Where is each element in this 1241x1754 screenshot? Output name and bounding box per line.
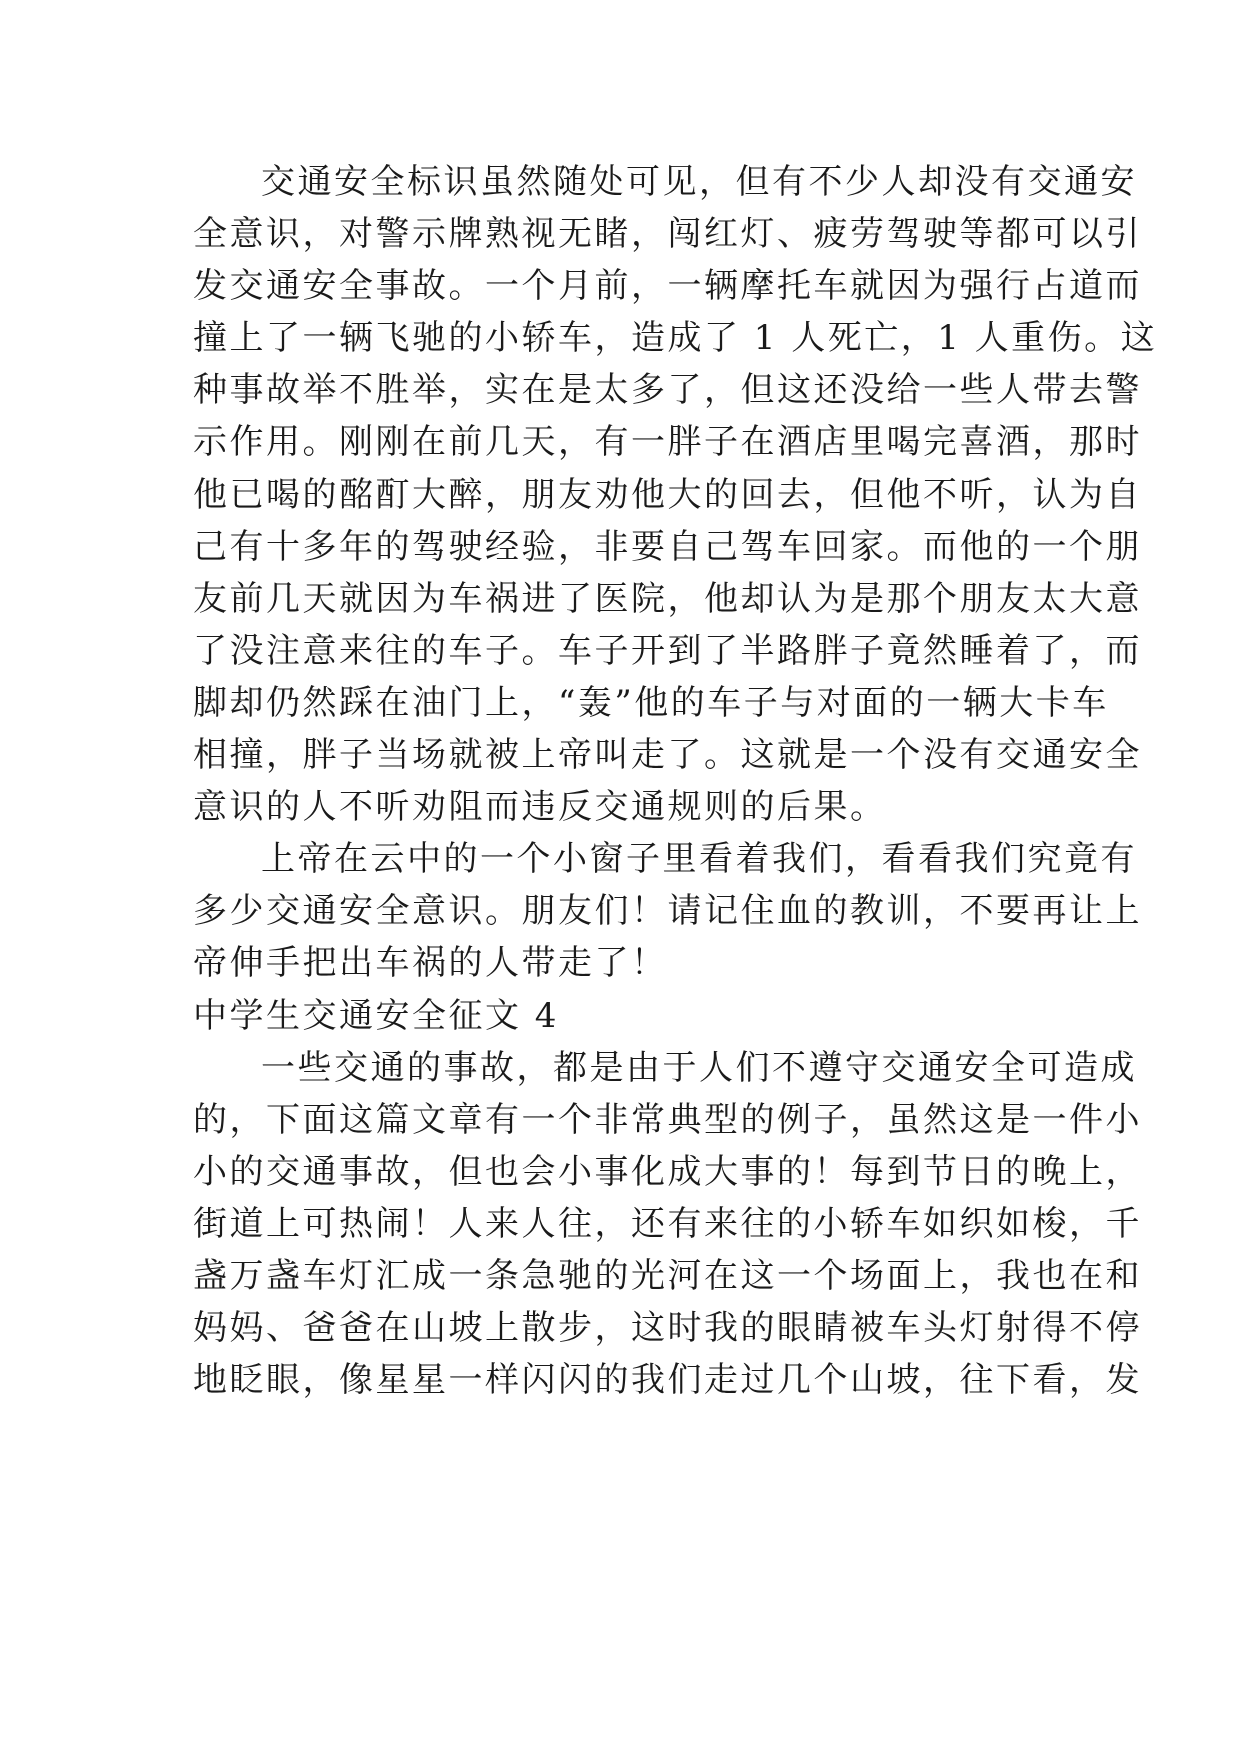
text-line: 了没注意来往的车子。车子开到了半路胖子竟然睡着了，而 (193, 630, 1142, 671)
text-line: 脚却仍然踩在油门上，“轰”他的车子与对面的一辆大卡车 (193, 682, 1109, 723)
text-line: 街道上可热闹！人来人往，还有来往的小轿车如织如梭，千 (193, 1203, 1142, 1244)
text-line: 小的交通事故，但也会小事化成大事的！每到节日的晚上， (193, 1151, 1142, 1192)
text-line: 相撞，胖子当场就被上帝叫走了。这就是一个没有交通安全 (193, 735, 1142, 776)
text-line: 盏万盏车灯汇成一条急驰的光河在这一个场面上，我也在和 (193, 1255, 1142, 1296)
text-line: 己有十多年的驾驶经验，非要自己驾车回家。而他的一个朋 (193, 526, 1142, 567)
text-line: 他已喝的酩酊大醉，朋友劝他大的回去，但他不听，认为自 (193, 474, 1142, 515)
section-heading: 中学生交通安全征文 4 (193, 995, 559, 1036)
text-line: 交通安全标识虽然随处可见，但有不少人却没有交通安 (261, 162, 1137, 202)
text-line: 示作用。刚刚在前几天，有一胖子在酒店里喝完喜酒，那时 (193, 422, 1142, 463)
text-line: 意识的人不听劝阻而违反交通规则的后果。 (193, 787, 887, 828)
text-line: 上帝在云中的一个小窗子里看着我们，看看我们究竟有 (261, 839, 1137, 880)
text-line: 多少交通安全意识。朋友们！请记住血的教训，不要再让上 (193, 891, 1142, 932)
text-line: 的，下面这篇文章有一个非常典型的例子，虽然这是一件小 (193, 1099, 1142, 1140)
text-line: 一些交通的事故，都是由于人们不遵守交通安全可造成 (261, 1047, 1137, 1088)
paragraph-3 (193, 1042, 1142, 1407)
text-line: 妈妈、爸爸在山坡上散步，这时我的眼睛被车头灯射得不停 (193, 1308, 1142, 1349)
text-line: 地眨眼，像星星一样闪闪的我们走过几个山坡，往下看，发 (193, 1360, 1142, 1401)
paragraph-1 (193, 156, 1158, 833)
text-line: 种事故举不胜举，实在是太多了，但这还没给一些人带去警 (193, 370, 1142, 411)
document-body (193, 156, 1158, 1406)
text-line: 友前几天就因为车祸进了医院，他却认为是那个朋友太大意 (193, 578, 1142, 619)
text-line: 撞上了一辆飞驰的小轿车，造成了 1 人死亡，1 人重伤。这 (193, 318, 1158, 359)
paragraph-2 (193, 833, 1142, 989)
text-line: 全意识，对警示牌熟视无睹，闯红灯、疲劳驾驶等都可以引 (193, 214, 1142, 255)
text-line: 帝伸手把出车祸的人带走了！ (193, 943, 668, 984)
text-line: 发交通安全事故。一个月前，一辆摩托车就因为强行占道而 (193, 266, 1142, 307)
